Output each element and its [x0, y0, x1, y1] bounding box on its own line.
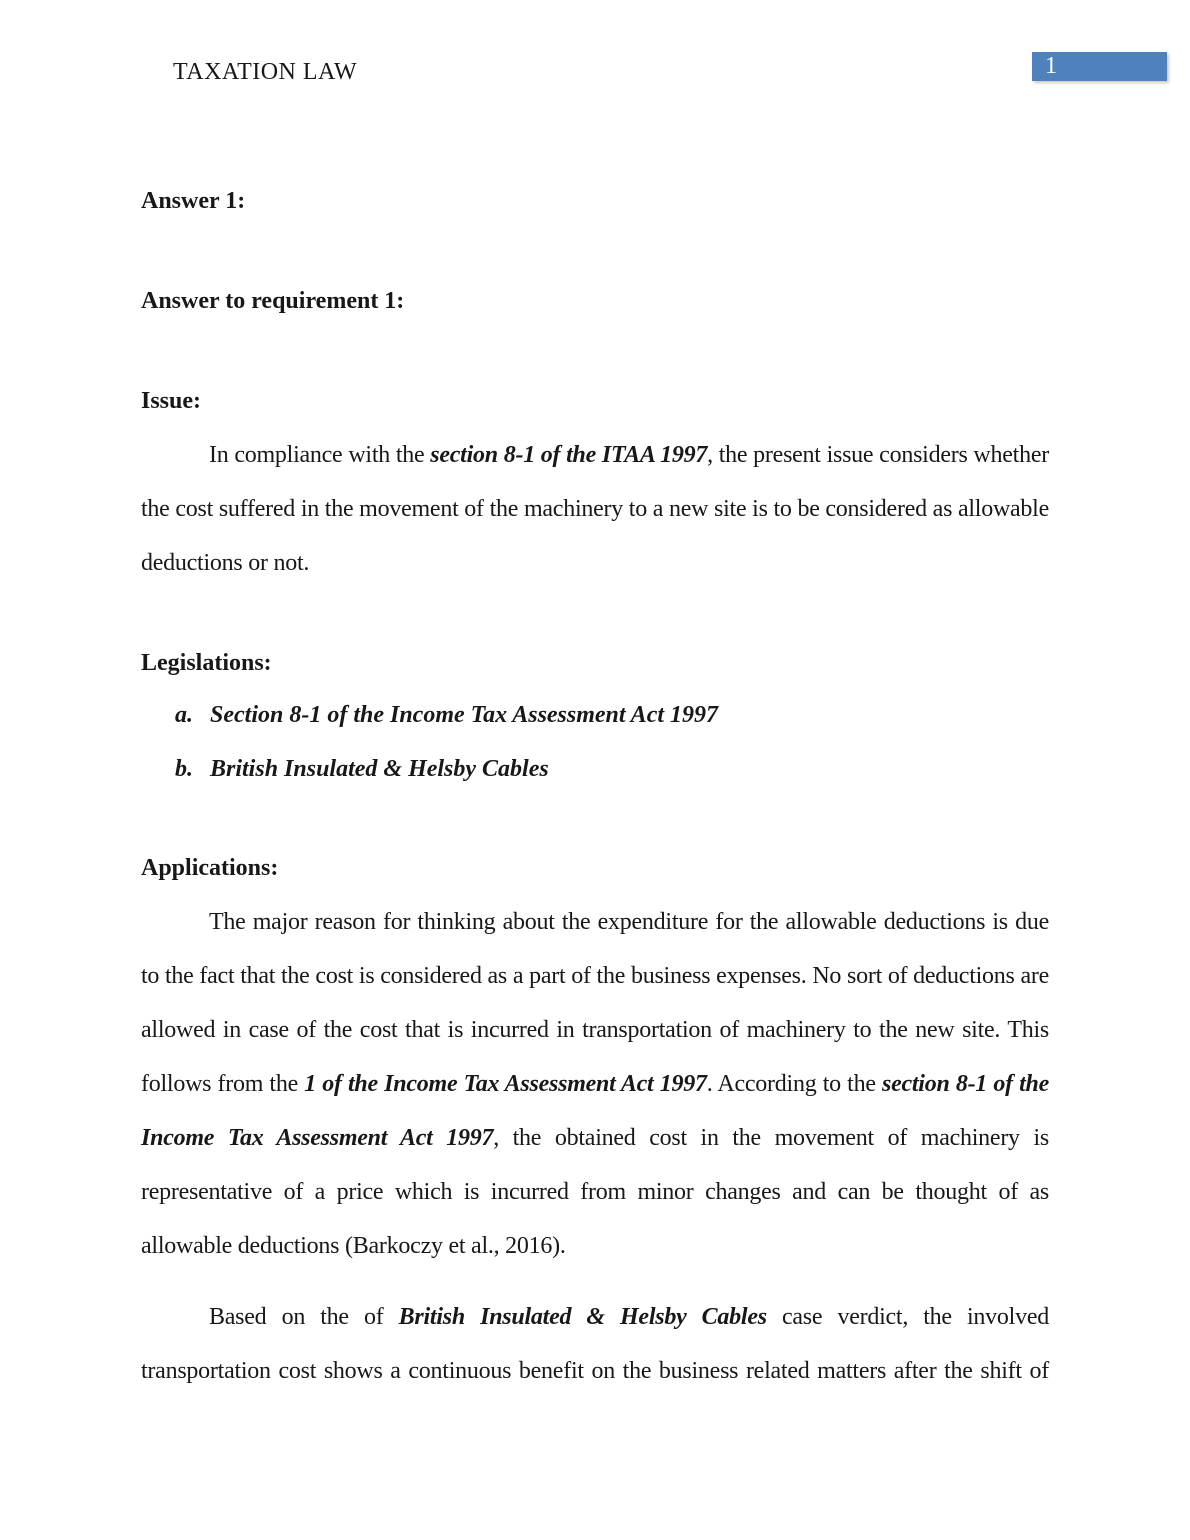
heading-applications: Applications: — [141, 855, 279, 881]
final-paragraph-run-1: Based on the of — [209, 1304, 399, 1330]
issue-paragraph-run-3: , the present issue considers whether the cost suffered in the movement of the machinery to a new site is to be considered as allowable deductions or not. — [141, 442, 1049, 576]
applications-paragraph — [141, 895, 1049, 1273]
final-paragraph — [141, 1290, 1049, 1398]
header-title: TAXATION LAW — [173, 59, 358, 85]
applications-paragraph-run-5: , the obtained cost in the movement of machinery is representative of a price which is incurred from minor changes and can be thought of as allowable deductions (Barkoczy et al., 2016). — [141, 1125, 1049, 1259]
applications-paragraph-citation-1: 1 of the Income Tax Assessment Act 1997 — [304, 1071, 707, 1097]
heading-issue: Issue: — [141, 388, 202, 414]
list-item — [175, 742, 1049, 796]
list-item-marker: a. — [175, 702, 193, 728]
final-paragraph-citation: British Insulated & Helsby Cables — [398, 1304, 767, 1330]
applications-paragraph-run-3: . According to the — [706, 1071, 882, 1097]
list-item — [175, 688, 1049, 742]
page-number-box — [1032, 52, 1167, 81]
heading-answer-1: Answer 1: — [141, 188, 246, 214]
page-number: 1 — [1045, 53, 1057, 79]
issue-paragraph-run-1: In compliance with the — [209, 442, 431, 468]
heading-answer-to-requirement-1: Answer to requirement 1: — [141, 288, 405, 314]
issue-paragraph-citation: section 8-1 of the ITAA 1997 — [430, 442, 708, 468]
list-item-text: British Insulated & Helsby Cables — [210, 756, 549, 782]
issue-paragraph — [141, 428, 1049, 590]
legislations-list — [141, 688, 1049, 796]
final-paragraph-run-3: case verdict, the involved transportation cost shows a continuous benefit on the business related matters after the shift of — [141, 1304, 1049, 1384]
applications-paragraph-citation-2: section 8-1 of the Income Tax Assessment Act 1997 — [141, 1071, 1049, 1151]
list-item-text: Section 8-1 of the Income Tax Assessment Act 1997 — [210, 702, 719, 728]
heading-legislations: Legislations: — [141, 650, 272, 676]
applications-paragraph-run-1: The major reason for thinking about the expenditure for the allowable deductions is due to the fact that the cost is considered as a part of the business expenses. No sort of deductions are allowed in case of the cost that is incurred in transportation of machinery to the new site. This follows from the — [141, 909, 1049, 1097]
list-item-marker: b. — [175, 756, 193, 782]
